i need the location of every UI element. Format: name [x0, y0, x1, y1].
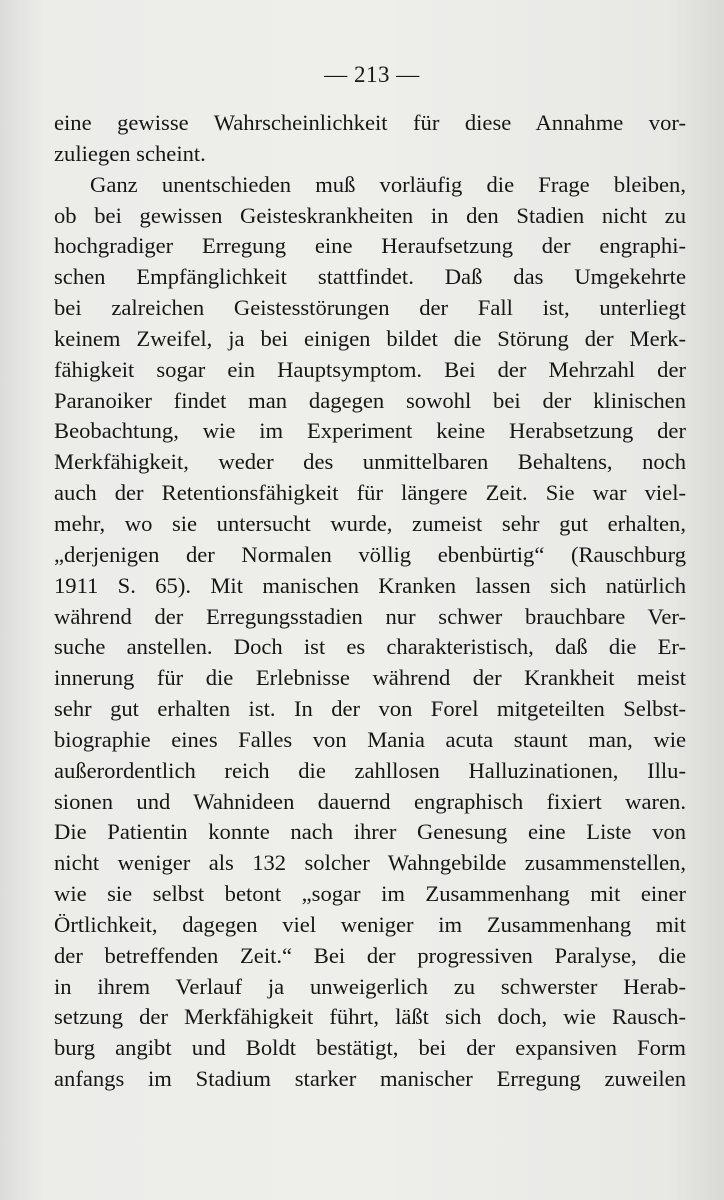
text-line: während der Erregungsstadien nur schwer brauchbare Ver- [54, 603, 686, 629]
text-line: der betreffenden Zeit.“ Bei der progressiven Paralyse, die [54, 942, 686, 968]
text-line: 1911 S. 65). Mit manischen Kranken lassen sich natürlich [54, 572, 686, 598]
text-line: keinem Zweifel, ja bei einigen bildet die Störung der Merk- [54, 325, 686, 351]
text-line: fähigkeit sogar ein Hauptsymptom. Bei der Mehrzahl der [54, 356, 686, 382]
page-number-header: — 213 — [324, 62, 420, 87]
text-line: bei zalreichen Geistesstörungen der Fall ist, unterliegt [54, 295, 686, 321]
text-line: innerung für die Erlebnisse während der Krankheit meist [54, 665, 686, 691]
text-line: eine gewisse Wahrscheinlichkeit für diese Annahme vor- [54, 110, 686, 135]
text-line: „derjenigen der Normalen völlig ebenbürtig“ (Rauschburg [54, 541, 686, 567]
text-line: sionen und Wahnideen dauernd engraphisch fixiert waren. [54, 788, 686, 814]
text-line: setzung der Merkfähigkeit führt, läßt sich doch, wie Rausch- [54, 1004, 686, 1030]
text-line: sehr gut erhalten ist. In der von Forel mitgeteilten Selbst- [54, 696, 686, 722]
text-line: Die Patientin konnte nach ihrer Genesung eine Liste von [54, 819, 686, 845]
text-line: außerordentlich reich die zahllosen Halluzinationen, Illu- [54, 757, 686, 783]
text-line: nicht weniger als 132 solcher Wahngebilde zusammenstellen, [54, 850, 686, 876]
text-line: auch der Retentionsfähigkeit für längere Zeit. Sie war viel- [54, 480, 686, 506]
text-line: mehr, wo sie untersucht wurde, zumeist sehr gut erhalten, [54, 510, 686, 536]
text-line: Ganz unentschieden muß vorläufig die Frage bleiben, [90, 171, 686, 197]
text-line: Merkfähigkeit, weder des unmittelbaren Behaltens, noch [54, 449, 686, 475]
text-line: anfangs im Stadium starker manischer Erregung zuweilen [54, 1066, 686, 1092]
text-line: in ihrem Verlauf ja unweigerlich zu schwerster Herab- [54, 973, 686, 999]
text-line: schen Empfänglichkeit stattfindet. Daß das Umgekehrte [54, 264, 686, 290]
text-line: wie sie selbst betont „sogar im Zusammenhang mit einer [54, 881, 686, 907]
text-line: Paranoiker findet man dagegen sowohl bei der klinischen [54, 387, 686, 413]
text-line: ob bei gewissen Geisteskrankheiten in den Stadien nicht zu [54, 202, 686, 228]
text-line: suche anstellen. Doch ist es charakteristisch, daß die Er- [54, 634, 686, 660]
text-line: hochgradiger Erregung eine Heraufsetzung der engraphi- [54, 233, 686, 259]
text-line: Beobachtung, wie im Experiment keine Herabsetzung der [54, 418, 686, 444]
text-line: Örtlichkeit, dagegen viel weniger im Zusammenhang mit [54, 911, 686, 937]
text-line: burg angibt und Boldt bestätigt, bei der expansiven Form [54, 1035, 686, 1061]
body-text [54, 108, 686, 1095]
text-line: zuliegen scheint. [54, 140, 206, 166]
text-line: biographie eines Falles von Mania acuta staunt man, wie [54, 726, 686, 752]
